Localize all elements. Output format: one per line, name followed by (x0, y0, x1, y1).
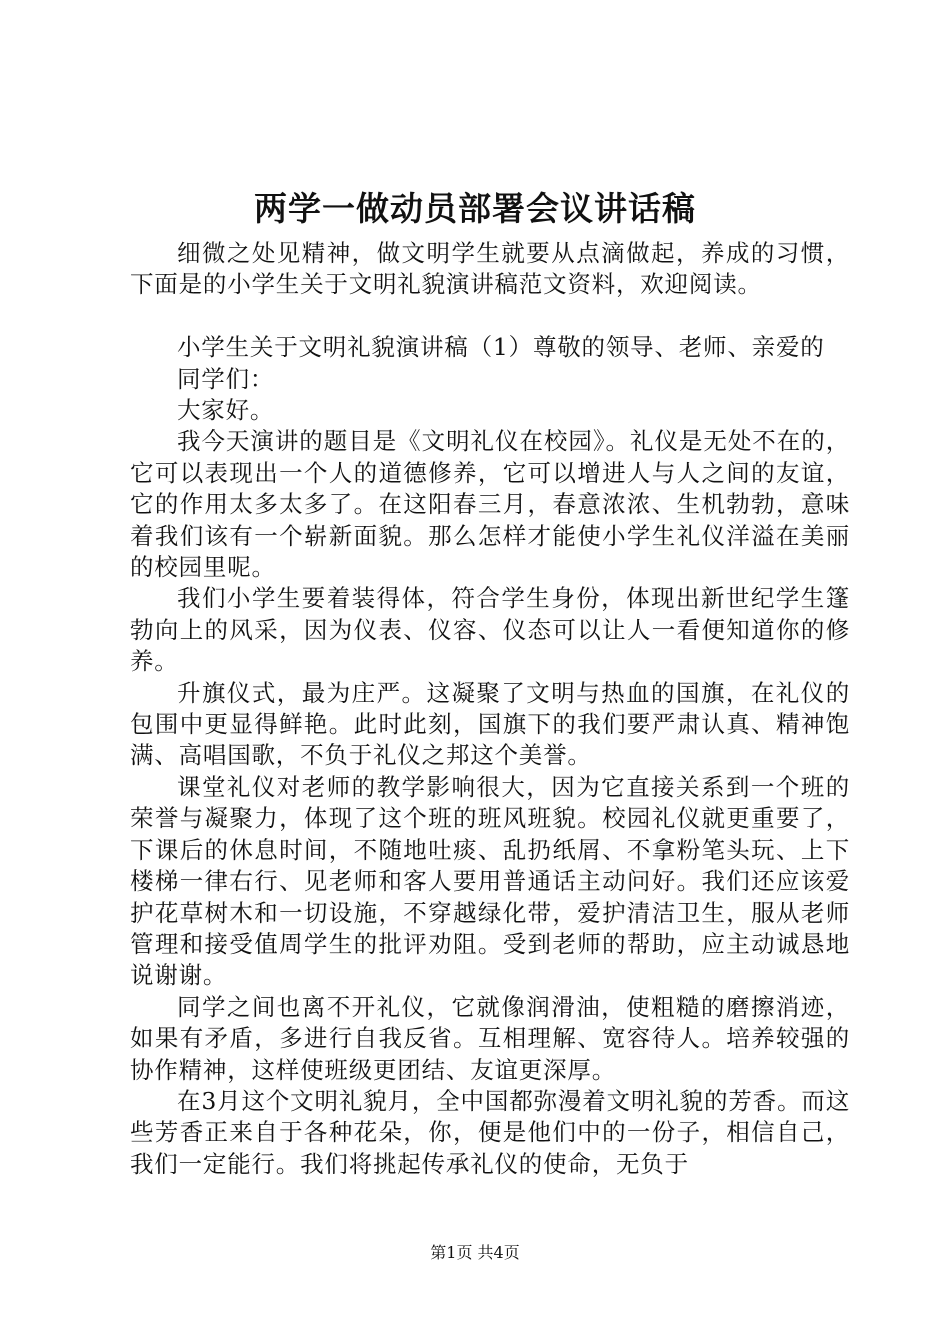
paragraph-classroom: 课堂礼仪对老师的教学影响很大，因为它直接关系到一个班的荣誉与凝聚力，体现了这个班的班风班貌。校园礼仪就更重要了，下课后的休息时间，不随地吐痰、乱扔纸屑、不拿粉笔头玩、上下楼梯一律右行、见老师和客人要用普通话主动问好。我们还应该爱护花草树木和一切设施，不穿越绿化带，爱护清洁卫生，服从老师管理和接受值周学生的批评劝阻。受到老师的帮助，应主动诚恳地说谢谢。 (130, 772, 850, 990)
paragraph-spacer (130, 301, 850, 332)
paragraph-classmates: 同学之间也离不开礼仪，它就像润滑油，使粗糙的磨擦消迹，如果有矛盾，多进行自我反省。互相理解、宽容待人。培养较强的协作精神，这样使班级更团结、友谊更深厚。 (130, 992, 850, 1084)
paragraph-salutation: 同学们： (177, 364, 275, 393)
page-footer: 第1页 共4页 (430, 1243, 520, 1262)
paragraph-greeting: 大家好。 (177, 396, 275, 425)
paragraph-march: 在3月这个文明礼貌月，全中国都弥漫着文明礼貌的芳香。而这些芳香正来自于各种花朵，你，便是他们中的一份子，相信自己，我们一定能行。我们将挑起传承礼仪的使命，无负于 (130, 1086, 850, 1178)
paragraph-topic: 我今天演讲的题目是《文明礼仪在校园》。礼仪是无处不在的，它可以表现出一个人的道德修养，它可以增进人与人之间的友谊，它的作用太多太多了。在这阳春三月，春意浓浓、生机勃勃，意味着我们该有一个崭新面貌。那么怎样才能使小学生礼仪洋溢在美丽的校园里呢。 (130, 427, 850, 582)
paragraph-speech-heading: 小学生关于文明礼貌演讲稿（1）尊敬的领导、老师、亲爱的 (177, 333, 825, 362)
document-title: 两学一做动员部署会议讲话稿 (254, 189, 696, 228)
document-body (130, 238, 850, 1180)
paragraph-intro: 细微之处见精神，做文明学生就要从点滴做起，养成的习惯，下面是的小学生关于文明礼貌演讲稿范文资料，欢迎阅读。 (130, 239, 850, 299)
paragraph-flag-ceremony: 升旗仪式，最为庄严。这凝聚了文明与热血的国旗，在礼仪的包围中更显得鲜艳。此时此刻，国旗下的我们要严肃认真、精神饱满、高唱国歌，不负于礼仪之邦这个美誉。 (130, 678, 850, 770)
paragraph-dress: 我们小学生要着装得体，符合学生身份，体现出新世纪学生篷勃向上的风采，因为仪表、仪容、仪态可以让人一看便知道你的修养。 (130, 584, 850, 676)
